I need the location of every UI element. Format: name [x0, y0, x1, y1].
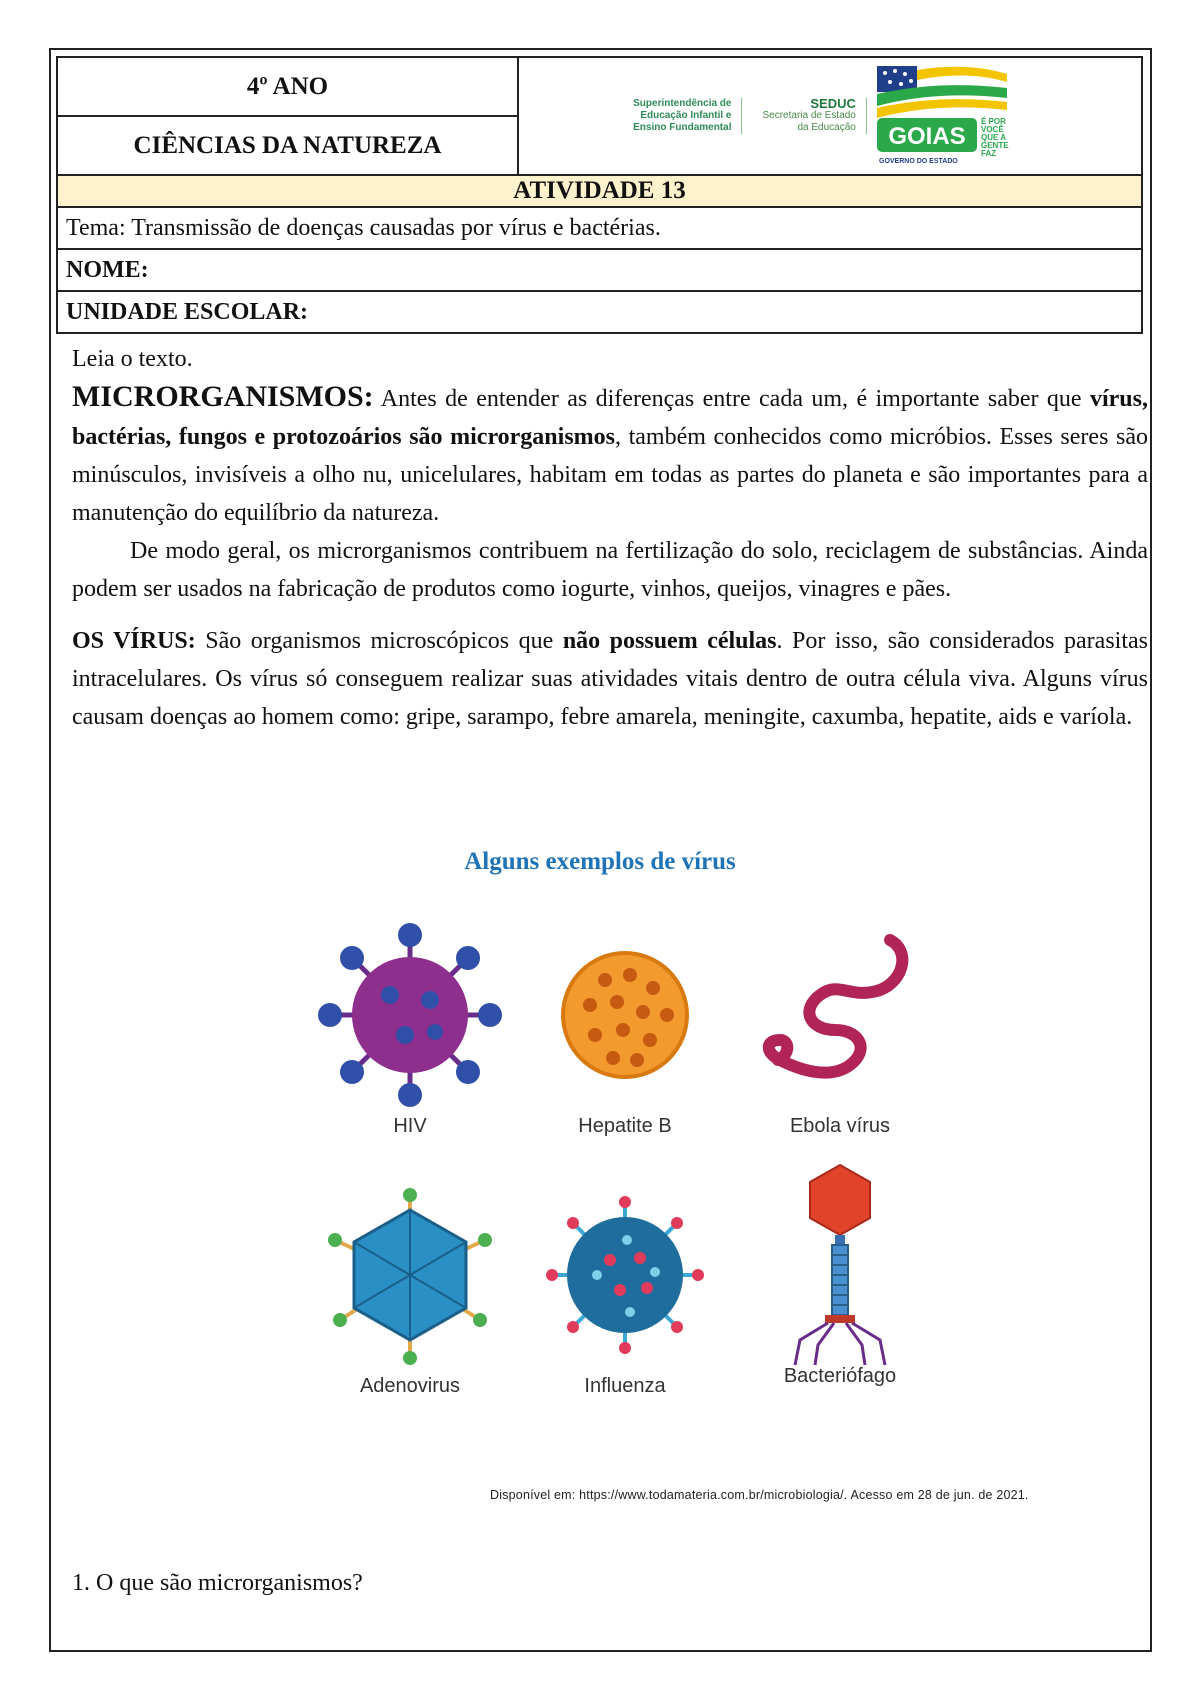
- school-field[interactable]: UNIDADE ESCOLAR:: [57, 291, 1142, 333]
- influenza-virus-icon: [525, 1180, 725, 1370]
- grade-cell: 4º ANO: [57, 57, 518, 116]
- superintendencia-logo: Superintendência de Educação Infantil e Ensino Fundamental: [633, 98, 742, 134]
- name-field[interactable]: NOME:: [57, 249, 1142, 291]
- activity-banner: ATIVIDADE 13: [57, 175, 1142, 207]
- svg-text:QUE A: QUE A: [980, 133, 1006, 142]
- reading-text: [72, 340, 1148, 736]
- microorganisms-paragraph-2: De modo geral, os microrganismos contribuem na fertilização do solo, reciclagem de substâncias. Ainda podem ser usados na fabricação de produtos como iogurte, vinhos, queijos, vinagres e pães.: [72, 538, 1148, 602]
- header-table: [56, 56, 1143, 334]
- virus-paragraph: OS VÍRUS: São organismos microscópicos que não possuem células. Por isso, são considerados parasitas intracelulares. Os vírus só conseguem realizar suas atividades vitais dentro de outra célula viva. Alguns vírus causam doenças ao homem como: gripe, sarampo, febre amarela, meningite, caxumba, hepatite, aids e varíola.: [72, 628, 1148, 730]
- svg-text:GENTE: GENTE: [980, 141, 1009, 150]
- virus-ebola: [740, 920, 940, 1138]
- image-source: Disponível em: https://www.todamateria.com.br/microbiologia/. Acesso em 28 de jun. de 2021.: [490, 1488, 1029, 1502]
- virus-hiv: [310, 920, 510, 1138]
- virus-influenza: [525, 1180, 725, 1398]
- virus-bacteriophage: [740, 1160, 940, 1388]
- adenovirus-icon: [310, 1180, 510, 1370]
- virus-adenovirus: [310, 1180, 510, 1398]
- goias-logo: [877, 66, 1027, 166]
- hiv-label: HIV: [393, 1115, 427, 1137]
- svg-text:GOVERNO DO ESTADO: GOVERNO DO ESTADO: [878, 158, 958, 165]
- svg-text:GOIAS: GOIAS: [888, 123, 966, 150]
- microorganisms-paragraph: MICRORGANISMOS: Antes de entender as diferenças entre cada um, é importante saber que vírus, bactérias, fungos e protozoários são microrganismos, também conhecidos como micróbios. Esses seres são minúsculos, invisíveis a olho nu, unicelulares, habitam em todas as partes do planeta e são importantes para a manutenção do equilíbrio da natureza.: [72, 380, 1148, 526]
- microorganisms-title: MICRORGANISMOS:: [72, 380, 374, 413]
- adenovirus-label: Adenovirus: [359, 1375, 461, 1397]
- influenza-label: Influenza: [584, 1375, 666, 1397]
- virus-hepatitis-b: [525, 920, 725, 1138]
- svg-text:É POR: É POR: [980, 117, 1006, 126]
- hepatitis-b-label: Hepatite B: [578, 1115, 672, 1137]
- hiv-virus-icon: [310, 920, 510, 1110]
- svg-text:VOCÊ: VOCÊ: [980, 125, 1004, 134]
- intro-line: Leia o texto.: [72, 346, 193, 372]
- bacteriophage-icon: [740, 1160, 940, 1370]
- virus-title: OS VÍRUS:: [72, 628, 196, 654]
- logos-cell: [518, 57, 1142, 175]
- theme-row: Tema: Transmissão de doenças causadas por vírus e bactérias.: [57, 207, 1142, 249]
- hepatitis-b-virus-icon: [525, 920, 725, 1110]
- ebola-label: Ebola vírus: [789, 1115, 891, 1137]
- ebola-virus-icon: [740, 920, 940, 1110]
- question-1: 1. O que são microrganismos?: [72, 1570, 363, 1596]
- figure-title: Alguns exemplos de vírus: [464, 848, 736, 875]
- subject-cell: CIÊNCIAS DA NATUREZA: [57, 116, 518, 175]
- virus-figure: [310, 920, 950, 1450]
- seduc-logo: SEDUC Secretaria de Estado da Educação: [752, 98, 866, 134]
- svg-text:FAZ: FAZ: [980, 149, 996, 158]
- bacteriophage-label: Bacteriófago: [783, 1365, 897, 1387]
